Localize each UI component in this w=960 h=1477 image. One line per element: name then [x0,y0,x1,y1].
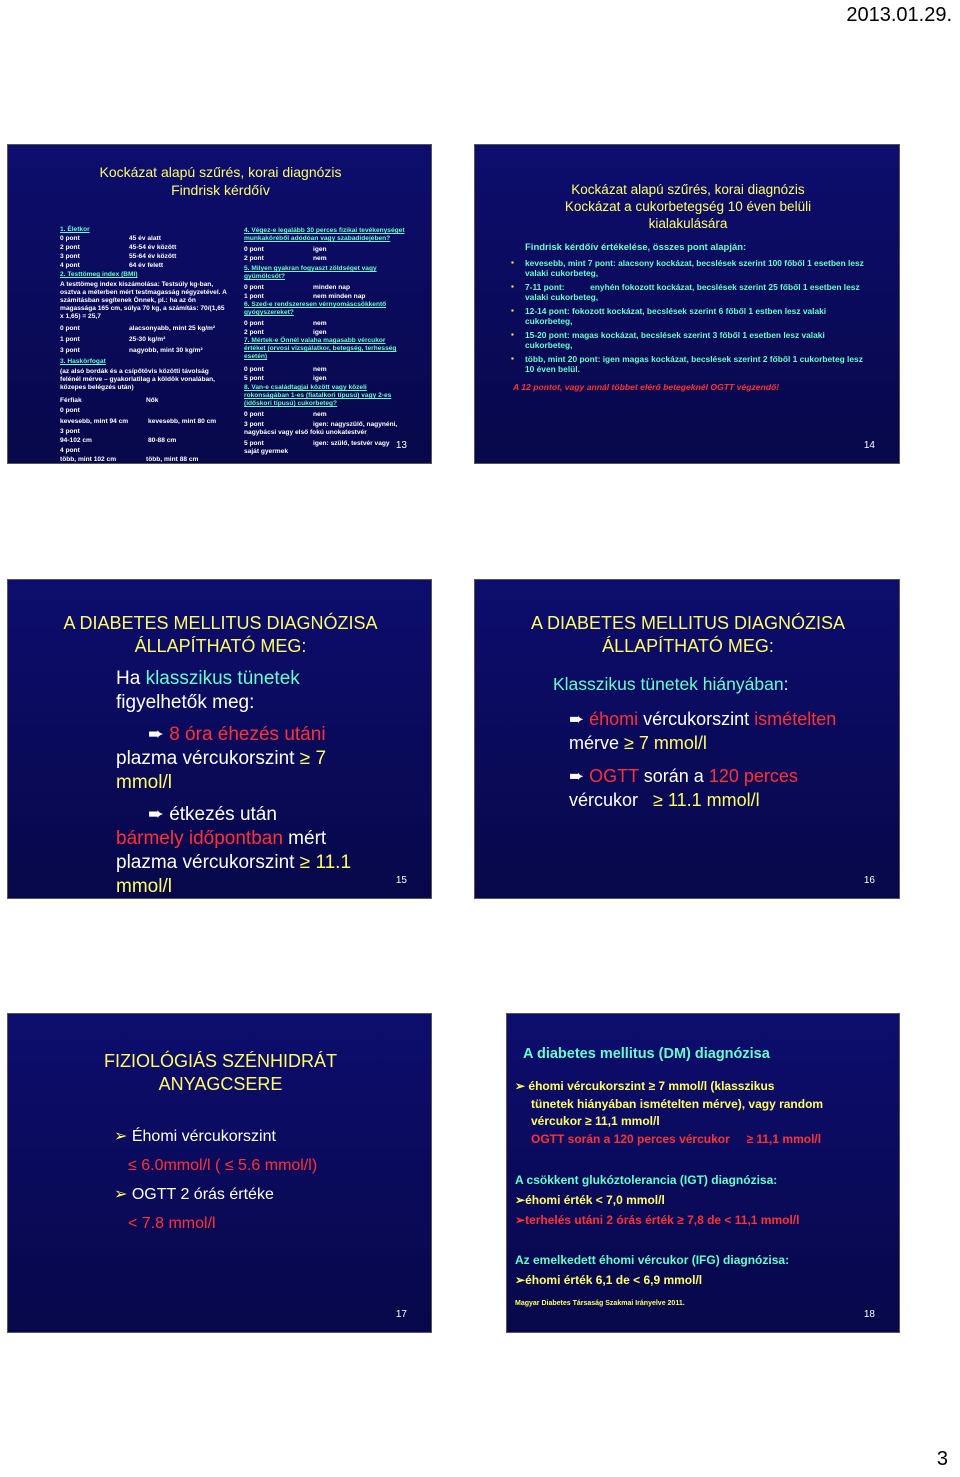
text: Ha [116,668,146,689]
arrow-icon: ➨ [569,766,585,786]
points: 0 pont [244,366,264,373]
points: 3 pont [60,253,80,260]
slide-number: 15 [395,875,407,886]
text: mérve [569,733,625,753]
unit: mmol/l [116,772,172,793]
value: 7 mmol/l [638,733,707,753]
text: OGTT 2 órás értéke [131,1186,274,1203]
slide-15 [7,579,432,899]
geq-icon: ≥ [585,1114,592,1128]
option: kevesebb, mint 94 cm [60,418,129,425]
points: 1 pont [244,293,264,300]
checkmark-icon: ➢ [114,1128,128,1145]
slide-number: 13 [395,440,407,451]
points: 3 pont [60,428,80,435]
checkmark-icon: ➢ [515,1193,526,1207]
option: 45-54 év között [129,244,177,251]
slide-number: 18 [863,1309,875,1320]
highlight: bármely időpontban [116,828,283,849]
header-date: 2013.01.29. [846,4,952,26]
leq-icon: ≤ [224,1157,234,1174]
geq-icon: ≥ [746,1131,754,1146]
points: 0 pont [244,284,264,291]
geq-icon: ≥ [299,852,311,873]
slide-14-title [475,181,900,232]
points: 4 pont [60,262,80,269]
value: 6.0mmol/l ( [141,1157,221,1174]
title-line: Findrisk kérdőív [171,182,270,198]
slide-number: 16 [863,875,875,886]
option: igen: nagyszülő, nagynéni, nagybácsi vagy első fokú unokatestvér [244,421,398,436]
option: nem minden nap [313,293,366,300]
highlight: éhomi [589,709,639,729]
list-item: ▪ 15-20 pont: magas kockázat, becslések szerint 3 főből 1 esetben lesz valaki cukorbeteg, [511,330,825,350]
text: figyelhetők meg: [116,692,255,713]
points: 0 pont [60,407,80,414]
slide-16 [474,579,900,899]
leq-icon: ≤ [128,1157,137,1174]
slide-18-title: A diabetes mellitus (DM) diagnózisa [523,1046,770,1062]
slide-16-body [569,707,889,812]
option: minden nap [313,284,350,291]
points: 4 pont [60,447,80,454]
women-label: Nők [146,397,159,404]
section-heading: 2. Testtömeg index (BMI) [60,271,138,278]
text: plazma vércukorszint [116,852,300,873]
list-item: ▪ kevesebb, mint 7 pont: alacsony kockázat, becslések szerint 100 főből 1 esetben lesz valaki cukorbeteg, [511,258,864,278]
list-item: ▪ több, mint 20 pont: igen magas kockázat, becslések szerint 2 főből 1 cukorbeteg lesz 10 éven belül. [511,354,863,374]
source-note: Magyar Diabetes Társaság Szakmai Irányelve 2011. [515,1300,685,1307]
text: vércukorszint [638,709,755,729]
points: 5 pont [244,440,264,447]
list-item: ▪ 12-14 pont: fokozott kockázat, becslések szerint 6 főből 1 estben lesz valaki cukorbeteg, [511,306,827,326]
highlight: 8 óra éhezés utáni [169,724,326,745]
section-heading: A csökkent glukóztolerancia (IGT) diagnózisa: [515,1173,778,1187]
question: 7. Mértek-e Önnél valaha magasabb vércukor értéket (orvosi vizsgálatkor, betegség, terhesség esetén) [244,337,397,360]
slide-13-title [8,163,432,199]
arrow-icon: ➨ [148,724,164,745]
text: tünetek hiányában ismételten mérve), vagy random [531,1096,824,1111]
men-label: Férfiak [60,397,82,404]
title-line: A DIABETES MELLITUS DIAGNÓZISA [530,613,846,633]
text: során a [638,766,709,786]
option: nem [313,320,327,327]
option: igen: szülő, testvér vagy saját gyermek [244,440,390,455]
title-line: FIZIOLÓGIÁS SZÉNHIDRÁT [103,1051,338,1071]
option: igen [313,375,327,382]
value: 7 [315,748,327,769]
option: igen [313,329,327,336]
points: 2 pont [244,255,264,262]
slide-14-subtitle: Findrisk kérdőív értékelése, összes pont alapján: [525,242,747,253]
points: 3 pont [60,347,80,354]
option: nem [313,255,327,262]
slide-17-body [114,1122,317,1238]
slide-15-title [8,612,432,658]
title-line: Kockázat alapú szűrés, korai diagnózis [99,164,342,180]
option: kevesebb, mint 80 cm [148,418,217,425]
option: 80-88 cm [148,437,177,444]
igt-section: A csökkent glukóztolerancia (IGT) diagnózisa: ➢éhomi érték < 7,0 mmol/l ➢terhelés utáni 2 órás érték ≥ 7,8 de < 11,1 mmol/l [515,1170,895,1230]
text: étkezés után [169,804,277,825]
bmi-explanation: A testtömeg index kiszámolása: Testsúly kg-ban, osztva a méterben mért testmagasság négyzetével. A számításban segítenek Önnek, pl.: ha az ön magassága 165 cm, súlya 70 kg, a számítás: 70/(1,65 x 1,65) = 25,7 [60,281,227,320]
dm-criteria: ➢ éhomi vércukorszint ≥ 7 mmol/l (klasszikus tünetek hiányában ismételten mérve), vagy random vércukor ≥ 11,1 mmol/l OGTT során a 120 perces vércukor ≥ 11,1 mmol/l [515,1078,895,1148]
option: alacsonyabb, mint 25 kg/m² [129,325,216,332]
title-line: ÁLLAPÍTHATÓ MEG: [602,636,774,656]
section-heading: 3. Haskörfogat [60,358,106,365]
slide-number: 17 [395,1309,407,1320]
geq-icon: ≥ [648,1079,656,1093]
highlight: klasszikus tünetek [145,668,300,689]
question: 5. Milyen gyakran fogyaszt zöldséget vagy gyümölcsöt? [244,265,377,280]
geq-icon: ≥ [299,748,311,769]
text: Éhomi vércukorszint [131,1128,276,1145]
checkmark-icon: ➢ [515,1079,526,1093]
value: 11.1 [315,852,352,873]
text: mért [282,828,327,849]
checkmark-icon: ➢ [515,1213,526,1227]
title-line: Kockázat alapú szűrés, korai diagnózis [571,182,805,197]
points: 0 pont [244,320,264,327]
text: plazma vércukorszint [116,748,300,769]
findrisk-left-column [60,225,230,464]
slide-13 [7,144,432,464]
points: 3 pont [244,421,264,428]
option: 25-30 kg/m² [129,336,166,343]
geq-icon: ≥ [653,790,663,810]
geq-icon: ≥ [677,1213,684,1227]
value: < 7.8 mmol/l [128,1215,216,1232]
slide-17-title [8,1050,432,1096]
question: 8. Van-e családtagjai között vagy közeli rokonságában 1-es (fiatalkori típusú) vagy 2-es (időskori típusú) cukorbeteg? [244,384,392,407]
points: 2 pont [244,329,264,336]
slide-14 [474,144,900,464]
points: 0 pont [60,325,80,332]
waist-explanation: (az alsó bordák és a csípőtövis közötti távolság felénél mérve – gyakorlatilag a köldök vonalában, közepes belégzés után) [60,368,216,391]
findrisk-right-column [244,227,406,456]
option: nagyobb, mint 30 kg/m² [129,347,203,354]
arrow-icon: ➨ [569,709,585,729]
points: 5 pont [244,375,264,382]
option: nem [313,366,327,373]
title-line: A DIABETES MELLITUS DIAGNÓZISA [63,613,378,633]
option: több, mint 102 cm [60,456,117,463]
geq-icon: ≥ [624,733,634,753]
value: 11.1 mmol/l [667,790,760,810]
slide-16-subtitle: Klasszikus tünetek hiányában: [553,674,789,694]
points: 0 pont [244,246,264,253]
title-line: Kockázat a cukorbetegség 10 éven belüli [564,199,812,214]
text: vércukor [569,790,654,810]
option: 55-64 év között [129,253,177,260]
slide-17 [7,1013,432,1333]
option: 45 év alatt [129,235,161,242]
value: 5.6 mmol/l) [238,1157,318,1174]
checkmark-icon: ➢ [515,1273,526,1287]
option: igen [313,246,327,253]
highlight: ismételten [754,709,837,729]
option: nem [313,411,327,418]
highlight: OGTT [589,766,639,786]
title-line: ÁLLAPÍTHATÓ MEG: [134,636,307,656]
option: 64 év felett [129,262,164,269]
option: több, mint 88 cm [146,456,199,463]
page-number: 3 [936,1448,948,1470]
unit: mmol/l [116,876,172,897]
section-heading: 1. Életkor [60,226,90,233]
slide-15-body [116,667,416,899]
option: 94-102 cm [60,437,92,444]
title-line: kialakulására [648,216,728,231]
section-heading: Az emelkedett éhomi vércukor (IFG) diagnózisa: [515,1253,790,1267]
slide-number: 14 [863,440,875,451]
risk-list [509,258,869,378]
ifg-section: Az emelkedett éhomi vércukor (IFG) diagnózisa: ➢éhomi érték 6,1 de < 6,9 mmol/l [515,1250,895,1290]
title-line: ANYAGCSERE [158,1074,283,1094]
slide-16-title [475,612,900,658]
slide-18 [506,1013,900,1333]
points: 1 pont [60,336,80,343]
arrow-icon: ➨ [148,804,164,825]
points: 0 pont [60,235,80,242]
question: 4. Végez-e legalább 30 perces fizikai tevékenységet munkaköréből adódóan vagy szabadidejében? [244,227,405,242]
highlight: 120 perces [708,766,798,786]
ogtt-note: A 12 pontot, vagy annál többet elérő betegeknél OGTT végzendő! [513,382,780,392]
points: 2 pont [60,244,80,251]
question: 6. Szed-e rendszeresen vérnyomáscsökkentő gyógyszereket? [244,301,387,316]
list-item: ▪ 7-11 pont: enyhén fokozott kockázat, becslések szerint 25 főből 1 esetben lesz valaki cukorbeteg, [511,282,862,302]
checkmark-icon: ➢ [114,1186,128,1203]
points: 0 pont [244,411,264,418]
